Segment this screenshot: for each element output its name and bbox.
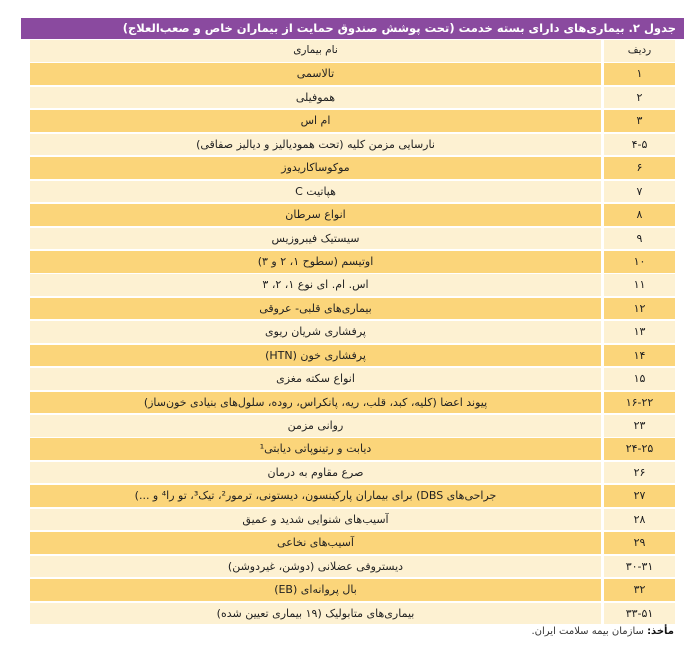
row-number: ۲۳: [604, 415, 675, 437]
row-number: ۲: [604, 87, 675, 109]
table-row: [25, 298, 675, 320]
table-row: [25, 392, 675, 414]
source-label: مأخذ:: [647, 626, 674, 637]
source-text: سازمان بیمه سلامت ایران.: [531, 626, 644, 637]
table-row: [25, 157, 675, 179]
disease-name: روانی مزمن: [30, 415, 601, 437]
table-header-row: [25, 40, 675, 62]
source-note: [531, 626, 674, 637]
table-row: [25, 251, 675, 273]
row-number: ۱۵: [604, 368, 675, 390]
row-number: ۲۷: [604, 485, 675, 507]
row-number: ۲۶: [604, 462, 675, 484]
table-row: [25, 509, 675, 531]
table-row: [25, 556, 675, 578]
disease-name: تالاسمی: [30, 63, 601, 85]
table-row: [25, 368, 675, 390]
row-number: ۳: [604, 110, 675, 132]
row-number: ۲۴-۲۵: [604, 438, 675, 460]
table-row: [25, 228, 675, 250]
table-row: [25, 603, 675, 625]
disease-name: انواع سرطان: [30, 204, 601, 226]
row-number: ۴-۵: [604, 134, 675, 156]
header-num: ردیف: [604, 40, 675, 62]
table-title: جدول ۲. بیماری‌های دارای بسته خدمت (تحت پوشش صندوق حمایت از بیماران خاص و صعب‌العلاج): [21, 18, 684, 39]
row-number: ۶: [604, 157, 675, 179]
row-number: ۷: [604, 181, 675, 203]
row-number: ۱۱: [604, 274, 675, 296]
row-number: ۸: [604, 204, 675, 226]
row-number: ۲۸: [604, 509, 675, 531]
row-number: ۹: [604, 228, 675, 250]
table-row: [25, 181, 675, 203]
disease-name: پرفشاری خون (HTN): [30, 345, 601, 367]
disease-name: نارسایی مزمن کلیه (تحت همودیالیز و دیالیز صفاقی): [30, 134, 601, 156]
row-number: ۳۰-۳۱: [604, 556, 675, 578]
row-number: ۱۲: [604, 298, 675, 320]
disease-name: دیستروفی عضلانی (دوشن، غیردوشن): [30, 556, 601, 578]
disease-name: موکوساکاریدوز: [30, 157, 601, 179]
table-row: [25, 204, 675, 226]
disease-name: بال پروانه‌ای (EB): [30, 579, 601, 601]
table-row: [25, 63, 675, 85]
table-row: [25, 438, 675, 460]
table-row: [25, 415, 675, 437]
table-row: [25, 274, 675, 296]
row-number: ۲۹: [604, 532, 675, 554]
row-number: ۱۳: [604, 321, 675, 343]
row-number: ۱۴: [604, 345, 675, 367]
table-row: [25, 579, 675, 601]
disease-name: جراحی‌های DBS) برای بیماران پارکینسون، دیستونی، ترمور²، تیک³، تو را⁴ و ...): [30, 485, 601, 507]
table-row: [25, 532, 675, 554]
disease-name: بیماری‌های قلبی- عروقی: [30, 298, 601, 320]
row-number: ۱: [604, 63, 675, 85]
disease-name: آسیب‌های شنوایی شدید و عمیق: [30, 509, 601, 531]
disease-name: پیوند اعضا (کلیه، کبد، قلب، ریه، پانکراس، روده، سلول‌های بنیادی خون‌ساز): [30, 392, 601, 414]
row-number: ۳۲: [604, 579, 675, 601]
table-row: [25, 87, 675, 109]
disease-name: هموفیلی: [30, 87, 601, 109]
disease-name: سیستیک فیبروزیس: [30, 228, 601, 250]
disease-name: اس. ام. ای نوع ۱، ۲، ۳: [30, 274, 601, 296]
disease-name: آسیب‌های نخاعی: [30, 532, 601, 554]
disease-name: انواع سکته مغزی: [30, 368, 601, 390]
row-number: ۳۳-۵۱: [604, 603, 675, 625]
table-row: [25, 462, 675, 484]
diseases-table: [25, 40, 675, 626]
disease-name: اوتیسم (سطوح ۱، ۲ و ۳): [30, 251, 601, 273]
header-name: نام بیماری: [30, 40, 601, 62]
table-row: [25, 134, 675, 156]
disease-name: هپاتیت C: [30, 181, 601, 203]
disease-name: ام اس: [30, 110, 601, 132]
table-row: [25, 110, 675, 132]
table-row: [25, 485, 675, 507]
table-row: [25, 345, 675, 367]
disease-name: صرع مقاوم به درمان: [30, 462, 601, 484]
disease-name: پرفشاری شریان ریوی: [30, 321, 601, 343]
table-row: [25, 321, 675, 343]
row-number: ۱۶-۲۲: [604, 392, 675, 414]
disease-name: بیماری‌های متابولیک (۱۹ بیماری تعیین شده): [30, 603, 601, 625]
disease-name: دیابت و رتینوپاتی دیابتی¹: [30, 438, 601, 460]
row-number: ۱۰: [604, 251, 675, 273]
